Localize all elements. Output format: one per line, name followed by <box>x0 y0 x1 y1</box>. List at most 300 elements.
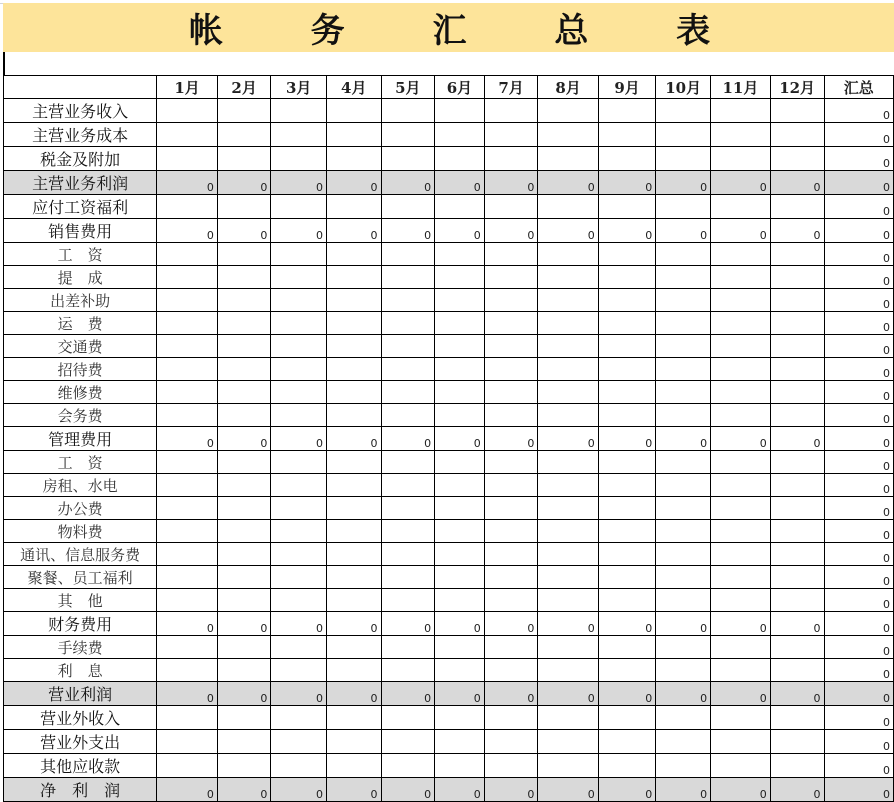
value-cell[interactable] <box>217 289 271 312</box>
value-cell[interactable] <box>217 566 271 589</box>
value-cell[interactable]: 0 <box>484 778 538 802</box>
value-cell[interactable]: 0 <box>326 682 381 706</box>
value-cell[interactable] <box>770 243 824 266</box>
row-label-cell[interactable]: 主营业务利润 <box>4 171 157 195</box>
value-cell[interactable] <box>770 123 824 147</box>
value-cell[interactable] <box>770 497 824 520</box>
value-cell[interactable]: 0 <box>824 543 893 566</box>
value-cell[interactable]: 0 <box>157 171 217 195</box>
value-cell[interactable] <box>326 381 381 404</box>
value-cell[interactable] <box>711 474 771 497</box>
value-cell[interactable] <box>217 147 271 171</box>
value-cell[interactable] <box>326 289 381 312</box>
value-cell[interactable] <box>157 474 217 497</box>
value-cell[interactable]: 0 <box>824 754 893 778</box>
value-cell[interactable] <box>271 474 327 497</box>
value-cell[interactable] <box>217 99 271 123</box>
value-cell[interactable]: 0 <box>271 427 327 451</box>
value-cell[interactable] <box>381 706 435 730</box>
value-cell[interactable] <box>598 566 656 589</box>
value-cell[interactable]: 0 <box>824 358 893 381</box>
value-cell[interactable]: 0 <box>271 612 327 636</box>
value-cell[interactable] <box>326 147 381 171</box>
value-cell[interactable]: 0 <box>217 427 271 451</box>
value-cell[interactable]: 0 <box>824 219 893 243</box>
value-cell[interactable] <box>435 451 485 474</box>
value-cell[interactable]: 0 <box>824 589 893 612</box>
value-cell[interactable]: 0 <box>271 778 327 802</box>
value-cell[interactable] <box>157 451 217 474</box>
value-cell[interactable]: 0 <box>326 219 381 243</box>
value-cell[interactable] <box>598 706 656 730</box>
value-cell[interactable] <box>157 659 217 682</box>
value-cell[interactable] <box>381 335 435 358</box>
value-cell[interactable] <box>770 289 824 312</box>
value-cell[interactable] <box>484 543 538 566</box>
row-label-cell[interactable]: 手续费 <box>4 636 157 659</box>
value-cell[interactable] <box>271 520 327 543</box>
column-header[interactable]: 4月 <box>326 76 381 99</box>
value-cell[interactable] <box>656 312 711 335</box>
value-cell[interactable] <box>656 335 711 358</box>
value-cell[interactable] <box>484 335 538 358</box>
value-cell[interactable]: 0 <box>824 682 893 706</box>
column-header[interactable]: 10月 <box>656 76 711 99</box>
value-cell[interactable] <box>271 659 327 682</box>
value-cell[interactable] <box>326 636 381 659</box>
value-cell[interactable] <box>157 497 217 520</box>
value-cell[interactable]: 0 <box>271 171 327 195</box>
value-cell[interactable] <box>271 195 327 219</box>
value-cell[interactable] <box>157 754 217 778</box>
value-cell[interactable]: 0 <box>824 520 893 543</box>
value-cell[interactable] <box>271 266 327 289</box>
column-header[interactable]: 6月 <box>435 76 485 99</box>
column-header[interactable]: 2月 <box>217 76 271 99</box>
value-cell[interactable]: 0 <box>326 427 381 451</box>
row-label-cell[interactable]: 销售费用 <box>4 219 157 243</box>
value-cell[interactable] <box>435 589 485 612</box>
row-label-cell[interactable]: 通讯、信息服务费 <box>4 543 157 566</box>
value-cell[interactable] <box>326 195 381 219</box>
value-cell[interactable] <box>770 266 824 289</box>
value-cell[interactable] <box>711 520 771 543</box>
value-cell[interactable] <box>770 636 824 659</box>
value-cell[interactable] <box>711 589 771 612</box>
value-cell[interactable] <box>271 589 327 612</box>
value-cell[interactable]: 0 <box>824 99 893 123</box>
value-cell[interactable] <box>598 497 656 520</box>
value-cell[interactable] <box>598 312 656 335</box>
row-label-cell[interactable]: 主营业务收入 <box>4 99 157 123</box>
value-cell[interactable] <box>770 659 824 682</box>
value-cell[interactable]: 0 <box>656 171 711 195</box>
value-cell[interactable] <box>711 335 771 358</box>
value-cell[interactable] <box>711 358 771 381</box>
value-cell[interactable] <box>656 243 711 266</box>
value-cell[interactable] <box>157 589 217 612</box>
value-cell[interactable]: 0 <box>598 682 656 706</box>
value-cell[interactable] <box>157 123 217 147</box>
value-cell[interactable] <box>656 195 711 219</box>
value-cell[interactable] <box>538 147 598 171</box>
value-cell[interactable] <box>435 497 485 520</box>
value-cell[interactable]: 0 <box>770 612 824 636</box>
value-cell[interactable] <box>435 335 485 358</box>
value-cell[interactable] <box>157 566 217 589</box>
row-label-cell[interactable]: 税金及附加 <box>4 147 157 171</box>
value-cell[interactable] <box>656 99 711 123</box>
column-header[interactable]: 7月 <box>484 76 538 99</box>
value-cell[interactable] <box>770 520 824 543</box>
row-label-cell[interactable]: 提 成 <box>4 266 157 289</box>
value-cell[interactable]: 0 <box>381 219 435 243</box>
column-header[interactable]: 1月 <box>157 76 217 99</box>
row-label-cell[interactable]: 出差补助 <box>4 289 157 312</box>
value-cell[interactable]: 0 <box>157 427 217 451</box>
value-cell[interactable] <box>381 312 435 335</box>
value-cell[interactable] <box>598 123 656 147</box>
value-cell[interactable] <box>157 730 217 754</box>
value-cell[interactable] <box>326 566 381 589</box>
value-cell[interactable] <box>484 566 538 589</box>
value-cell[interactable]: 0 <box>770 682 824 706</box>
value-cell[interactable] <box>326 335 381 358</box>
value-cell[interactable] <box>598 754 656 778</box>
value-cell[interactable] <box>538 266 598 289</box>
value-cell[interactable] <box>656 381 711 404</box>
value-cell[interactable] <box>381 266 435 289</box>
value-cell[interactable]: 0 <box>598 612 656 636</box>
value-cell[interactable] <box>711 289 771 312</box>
value-cell[interactable] <box>770 543 824 566</box>
value-cell[interactable] <box>381 589 435 612</box>
value-cell[interactable]: 0 <box>824 778 893 802</box>
value-cell[interactable] <box>656 497 711 520</box>
value-cell[interactable] <box>770 730 824 754</box>
value-cell[interactable] <box>217 243 271 266</box>
value-cell[interactable] <box>435 730 485 754</box>
row-label-cell[interactable]: 招待费 <box>4 358 157 381</box>
value-cell[interactable]: 0 <box>271 682 327 706</box>
value-cell[interactable] <box>711 99 771 123</box>
value-cell[interactable]: 0 <box>824 730 893 754</box>
value-cell[interactable] <box>157 243 217 266</box>
column-header[interactable]: 汇总 <box>824 76 893 99</box>
column-header[interactable]: 5月 <box>381 76 435 99</box>
value-cell[interactable] <box>598 474 656 497</box>
value-cell[interactable] <box>711 566 771 589</box>
value-cell[interactable] <box>271 381 327 404</box>
value-cell[interactable]: 0 <box>326 612 381 636</box>
value-cell[interactable] <box>711 123 771 147</box>
value-cell[interactable]: 0 <box>538 682 598 706</box>
value-cell[interactable] <box>435 99 485 123</box>
value-cell[interactable] <box>711 730 771 754</box>
value-cell[interactable]: 0 <box>271 219 327 243</box>
value-cell[interactable] <box>381 404 435 427</box>
value-cell[interactable]: 0 <box>381 682 435 706</box>
value-cell[interactable] <box>484 474 538 497</box>
value-cell[interactable] <box>271 497 327 520</box>
value-cell[interactable] <box>770 335 824 358</box>
value-cell[interactable] <box>656 147 711 171</box>
column-header[interactable]: 11月 <box>711 76 771 99</box>
value-cell[interactable] <box>381 520 435 543</box>
value-cell[interactable] <box>598 358 656 381</box>
value-cell[interactable]: 0 <box>770 171 824 195</box>
value-cell[interactable] <box>484 754 538 778</box>
value-cell[interactable]: 0 <box>326 778 381 802</box>
value-cell[interactable]: 0 <box>157 682 217 706</box>
value-cell[interactable] <box>435 358 485 381</box>
value-cell[interactable] <box>538 659 598 682</box>
value-cell[interactable] <box>711 147 771 171</box>
value-cell[interactable] <box>484 636 538 659</box>
value-cell[interactable] <box>538 99 598 123</box>
value-cell[interactable]: 0 <box>217 682 271 706</box>
value-cell[interactable] <box>217 474 271 497</box>
value-cell[interactable] <box>484 266 538 289</box>
value-cell[interactable] <box>538 123 598 147</box>
value-cell[interactable] <box>435 381 485 404</box>
value-cell[interactable] <box>326 123 381 147</box>
value-cell[interactable] <box>381 451 435 474</box>
value-cell[interactable] <box>326 312 381 335</box>
value-cell[interactable] <box>217 335 271 358</box>
value-cell[interactable] <box>381 636 435 659</box>
value-cell[interactable]: 0 <box>711 427 771 451</box>
value-cell[interactable]: 0 <box>435 682 485 706</box>
value-cell[interactable] <box>271 404 327 427</box>
value-cell[interactable]: 0 <box>326 171 381 195</box>
value-cell[interactable] <box>217 451 271 474</box>
value-cell[interactable] <box>484 312 538 335</box>
value-cell[interactable] <box>326 706 381 730</box>
row-label-cell[interactable]: 交通费 <box>4 335 157 358</box>
value-cell[interactable] <box>770 754 824 778</box>
row-label-cell[interactable]: 利 息 <box>4 659 157 682</box>
value-cell[interactable] <box>326 497 381 520</box>
value-cell[interactable] <box>326 99 381 123</box>
value-cell[interactable]: 0 <box>824 147 893 171</box>
value-cell[interactable] <box>598 543 656 566</box>
value-cell[interactable] <box>770 147 824 171</box>
row-label-cell[interactable]: 工 资 <box>4 451 157 474</box>
value-cell[interactable] <box>484 358 538 381</box>
value-cell[interactable] <box>435 404 485 427</box>
value-cell[interactable] <box>484 520 538 543</box>
value-cell[interactable]: 0 <box>824 243 893 266</box>
value-cell[interactable] <box>711 706 771 730</box>
value-cell[interactable]: 0 <box>711 612 771 636</box>
value-cell[interactable] <box>711 266 771 289</box>
value-cell[interactable] <box>598 195 656 219</box>
value-cell[interactable]: 0 <box>824 312 893 335</box>
value-cell[interactable] <box>598 659 656 682</box>
value-cell[interactable] <box>381 123 435 147</box>
value-cell[interactable]: 0 <box>656 219 711 243</box>
value-cell[interactable] <box>271 289 327 312</box>
value-cell[interactable] <box>435 289 485 312</box>
value-cell[interactable]: 0 <box>435 427 485 451</box>
value-cell[interactable] <box>538 243 598 266</box>
value-cell[interactable] <box>656 730 711 754</box>
value-cell[interactable] <box>656 266 711 289</box>
value-cell[interactable] <box>770 474 824 497</box>
value-cell[interactable]: 0 <box>598 427 656 451</box>
value-cell[interactable] <box>656 566 711 589</box>
value-cell[interactable] <box>598 451 656 474</box>
value-cell[interactable] <box>435 312 485 335</box>
value-cell[interactable]: 0 <box>656 778 711 802</box>
value-cell[interactable] <box>157 543 217 566</box>
value-cell[interactable]: 0 <box>824 451 893 474</box>
value-cell[interactable] <box>484 730 538 754</box>
value-cell[interactable] <box>711 497 771 520</box>
row-label-cell[interactable]: 主营业务成本 <box>4 123 157 147</box>
value-cell[interactable] <box>538 497 598 520</box>
value-cell[interactable] <box>538 706 598 730</box>
row-label-cell[interactable]: 净 利 润 <box>4 778 157 802</box>
value-cell[interactable] <box>435 123 485 147</box>
value-cell[interactable] <box>484 381 538 404</box>
column-header[interactable]: 3月 <box>271 76 327 99</box>
value-cell[interactable]: 0 <box>824 171 893 195</box>
value-cell[interactable] <box>538 312 598 335</box>
value-cell[interactable]: 0 <box>824 404 893 427</box>
value-cell[interactable]: 0 <box>824 474 893 497</box>
value-cell[interactable] <box>435 659 485 682</box>
value-cell[interactable] <box>656 636 711 659</box>
column-header[interactable]: 12月 <box>770 76 824 99</box>
value-cell[interactable] <box>157 312 217 335</box>
value-cell[interactable] <box>538 730 598 754</box>
value-cell[interactable] <box>157 266 217 289</box>
value-cell[interactable] <box>326 589 381 612</box>
row-label-cell[interactable]: 房租、水电 <box>4 474 157 497</box>
row-label-cell[interactable]: 营业利润 <box>4 682 157 706</box>
row-label-cell[interactable]: 物料费 <box>4 520 157 543</box>
value-cell[interactable] <box>656 754 711 778</box>
value-cell[interactable] <box>538 381 598 404</box>
value-cell[interactable] <box>656 289 711 312</box>
value-cell[interactable] <box>381 659 435 682</box>
value-cell[interactable] <box>538 335 598 358</box>
value-cell[interactable]: 0 <box>381 612 435 636</box>
value-cell[interactable] <box>381 358 435 381</box>
value-cell[interactable]: 0 <box>770 427 824 451</box>
value-cell[interactable]: 0 <box>157 778 217 802</box>
value-cell[interactable]: 0 <box>824 497 893 520</box>
value-cell[interactable] <box>598 381 656 404</box>
row-label-cell[interactable]: 营业外支出 <box>4 730 157 754</box>
value-cell[interactable]: 0 <box>217 219 271 243</box>
value-cell[interactable]: 0 <box>711 171 771 195</box>
value-cell[interactable] <box>538 520 598 543</box>
value-cell[interactable] <box>326 358 381 381</box>
value-cell[interactable] <box>157 706 217 730</box>
value-cell[interactable] <box>770 706 824 730</box>
value-cell[interactable] <box>157 358 217 381</box>
value-cell[interactable] <box>484 123 538 147</box>
value-cell[interactable] <box>484 147 538 171</box>
value-cell[interactable] <box>538 404 598 427</box>
value-cell[interactable]: 0 <box>217 612 271 636</box>
value-cell[interactable] <box>271 706 327 730</box>
row-label-cell[interactable]: 其 他 <box>4 589 157 612</box>
value-cell[interactable] <box>435 754 485 778</box>
row-label-cell[interactable]: 其他应收款 <box>4 754 157 778</box>
value-cell[interactable]: 0 <box>824 289 893 312</box>
value-cell[interactable]: 0 <box>217 171 271 195</box>
value-cell[interactable] <box>770 566 824 589</box>
value-cell[interactable] <box>770 589 824 612</box>
value-cell[interactable] <box>770 404 824 427</box>
value-cell[interactable] <box>484 99 538 123</box>
value-cell[interactable] <box>381 99 435 123</box>
value-cell[interactable]: 0 <box>656 612 711 636</box>
value-cell[interactable] <box>538 566 598 589</box>
value-cell[interactable] <box>484 451 538 474</box>
value-cell[interactable] <box>770 381 824 404</box>
value-cell[interactable] <box>157 520 217 543</box>
value-cell[interactable]: 0 <box>824 123 893 147</box>
value-cell[interactable] <box>157 99 217 123</box>
value-cell[interactable] <box>271 636 327 659</box>
value-cell[interactable]: 0 <box>770 778 824 802</box>
value-cell[interactable]: 0 <box>435 612 485 636</box>
value-cell[interactable] <box>326 520 381 543</box>
value-cell[interactable]: 0 <box>598 778 656 802</box>
value-cell[interactable] <box>217 520 271 543</box>
value-cell[interactable] <box>326 474 381 497</box>
value-cell[interactable]: 0 <box>538 612 598 636</box>
value-cell[interactable] <box>598 730 656 754</box>
value-cell[interactable] <box>381 474 435 497</box>
value-cell[interactable] <box>217 381 271 404</box>
value-cell[interactable] <box>656 520 711 543</box>
value-cell[interactable] <box>598 147 656 171</box>
value-cell[interactable] <box>435 474 485 497</box>
value-cell[interactable]: 0 <box>484 171 538 195</box>
value-cell[interactable] <box>770 195 824 219</box>
value-cell[interactable] <box>598 335 656 358</box>
value-cell[interactable] <box>711 543 771 566</box>
row-label-cell[interactable]: 管理费用 <box>4 427 157 451</box>
value-cell[interactable] <box>656 474 711 497</box>
value-cell[interactable] <box>711 451 771 474</box>
value-cell[interactable] <box>538 754 598 778</box>
value-cell[interactable] <box>271 358 327 381</box>
value-cell[interactable]: 0 <box>538 427 598 451</box>
value-cell[interactable]: 0 <box>484 612 538 636</box>
value-cell[interactable] <box>598 289 656 312</box>
value-cell[interactable] <box>598 636 656 659</box>
column-header[interactable]: 9月 <box>598 76 656 99</box>
value-cell[interactable] <box>538 195 598 219</box>
row-label-cell[interactable]: 工 资 <box>4 243 157 266</box>
value-cell[interactable]: 0 <box>711 778 771 802</box>
value-cell[interactable] <box>157 289 217 312</box>
value-cell[interactable] <box>271 147 327 171</box>
value-cell[interactable] <box>217 195 271 219</box>
value-cell[interactable] <box>271 754 327 778</box>
value-cell[interactable] <box>157 404 217 427</box>
value-cell[interactable] <box>326 266 381 289</box>
value-cell[interactable] <box>381 730 435 754</box>
value-cell[interactable] <box>217 358 271 381</box>
